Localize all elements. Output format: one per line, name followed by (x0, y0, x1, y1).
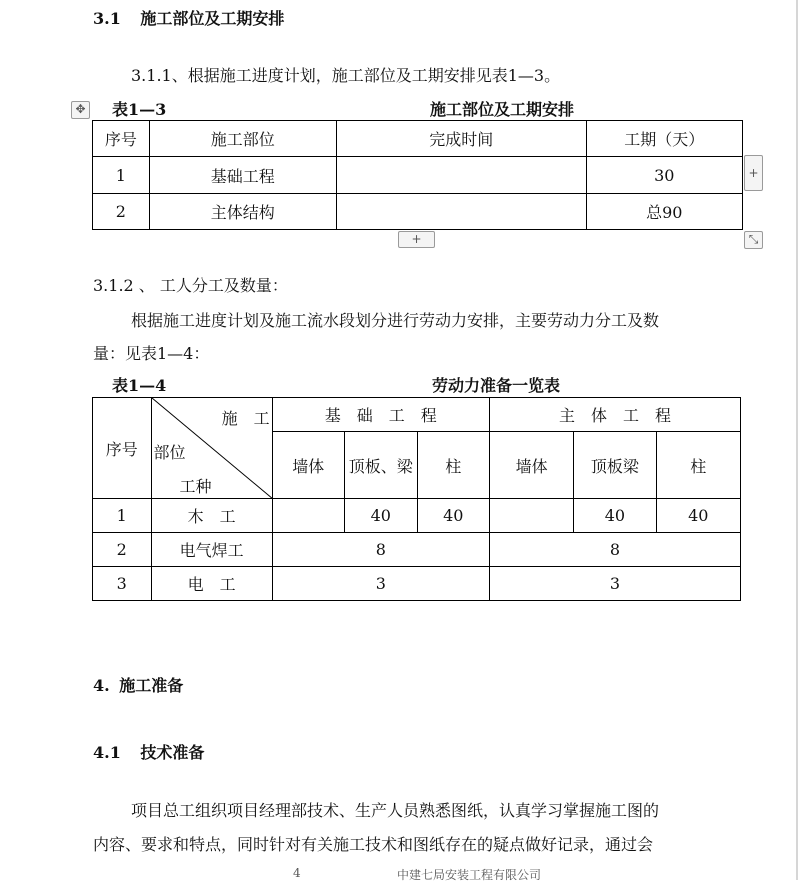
table-cell (490, 499, 574, 533)
table-caption: 劳动力准备一览表 (432, 376, 561, 395)
page-number: 4 (293, 866, 301, 880)
table-cell (336, 157, 586, 194)
paragraph-line: 项目总工组织项目经理部技术、生产人员熟悉图纸，认真学习掌握施工图的 (131, 801, 660, 820)
table-cell: 1 (93, 499, 152, 533)
header-cell: 施工部位 (149, 121, 336, 157)
table-cell: 木 工 (151, 499, 272, 533)
table-cell: 电气焊工 (151, 533, 272, 567)
table-cell: 3 (490, 567, 741, 601)
subheader-cell: 柱 (417, 432, 489, 499)
table-row (93, 157, 743, 194)
section-title: 施工准备 (119, 676, 184, 695)
paragraph-3-1-1: 3.1.1、根据施工进度计划，施工部位及工期安排见表1—3。 (131, 66, 561, 85)
diagonal-label-top: 施 工 (221, 409, 270, 428)
table-cell: 40 (417, 499, 489, 533)
subheader-cell: 墙体 (272, 432, 344, 499)
table-caption: 施工部位及工期安排 (430, 100, 575, 119)
table-cell (272, 499, 344, 533)
section-number: 4. (93, 676, 110, 695)
header-cell: 序号 (93, 398, 152, 499)
paragraph-line: 量：见表1—4： (93, 344, 210, 363)
table-row (93, 567, 741, 601)
table-cell: 3 (93, 567, 152, 601)
table-resize-handle-icon[interactable]: ⤡ (744, 231, 763, 249)
table-cell: 总90 (586, 194, 742, 230)
section-title: 施工部位及工期安排 (140, 9, 285, 28)
table-header-row (93, 121, 743, 157)
group-header-cell: 主 体 工 程 (490, 398, 741, 432)
section-number: 4.1 (93, 743, 121, 762)
table-cell: 30 (586, 157, 742, 194)
table-label: 表1—3 (112, 100, 167, 119)
add-row-button[interactable]: + (398, 231, 435, 248)
section-title: 技术准备 (140, 743, 205, 762)
section-heading-4 (93, 673, 183, 696)
table-move-handle-icon[interactable]: ✥ (71, 101, 90, 119)
table-header-row (93, 398, 741, 432)
diagonal-header-cell (151, 398, 272, 499)
subheader-cell: 顶板、梁 (345, 432, 418, 499)
group-header-cell: 基 础 工 程 (272, 398, 489, 432)
table-cell: 主体结构 (149, 194, 336, 230)
paragraph-3-1-2-heading: 3.1.2 、 工人分工及数量： (93, 276, 288, 295)
section-number: 3.1 (93, 9, 121, 28)
subheader-cell: 墙体 (490, 432, 574, 499)
diagonal-label-bottom: 工种 (179, 477, 212, 496)
table-label: 表1—4 (112, 376, 167, 395)
section-heading-3-1 (93, 6, 284, 29)
table-cell: 40 (345, 499, 418, 533)
table-cell: 电 工 (151, 567, 272, 601)
footer-company: 中建七局安装工程有限公司 (397, 868, 542, 882)
section-heading-4-1 (93, 740, 204, 763)
table-1-4 (92, 397, 741, 601)
table-cell: 2 (93, 194, 150, 230)
table-1-3 (92, 120, 743, 230)
table-cell: 8 (490, 533, 741, 567)
add-column-button[interactable]: + (744, 155, 763, 191)
table-cell: 基础工程 (149, 157, 336, 194)
table-cell (336, 194, 586, 230)
table-cell: 1 (93, 157, 150, 194)
subheader-cell: 顶板梁 (574, 432, 656, 499)
table-row (93, 499, 741, 533)
table-row (93, 533, 741, 567)
paragraph-line: 根据施工进度计划及施工流水段划分进行劳动力安排，主要劳动力分工及数 (131, 311, 660, 330)
subheader-cell: 柱 (656, 432, 740, 499)
table-cell: 2 (93, 533, 152, 567)
diagonal-label-mid: 部位 (153, 443, 186, 462)
table-cell: 40 (656, 499, 740, 533)
header-cell: 完成时间 (336, 121, 586, 157)
header-cell: 序号 (93, 121, 150, 157)
paragraph-line: 内容、要求和特点，同时针对有关施工技术和图纸存在的疑点做好记录，通过会 (93, 835, 654, 854)
table-cell: 40 (574, 499, 656, 533)
table-cell: 8 (272, 533, 489, 567)
header-cell: 工期（天） (586, 121, 742, 157)
table-row (93, 194, 743, 230)
table-cell: 3 (272, 567, 489, 601)
